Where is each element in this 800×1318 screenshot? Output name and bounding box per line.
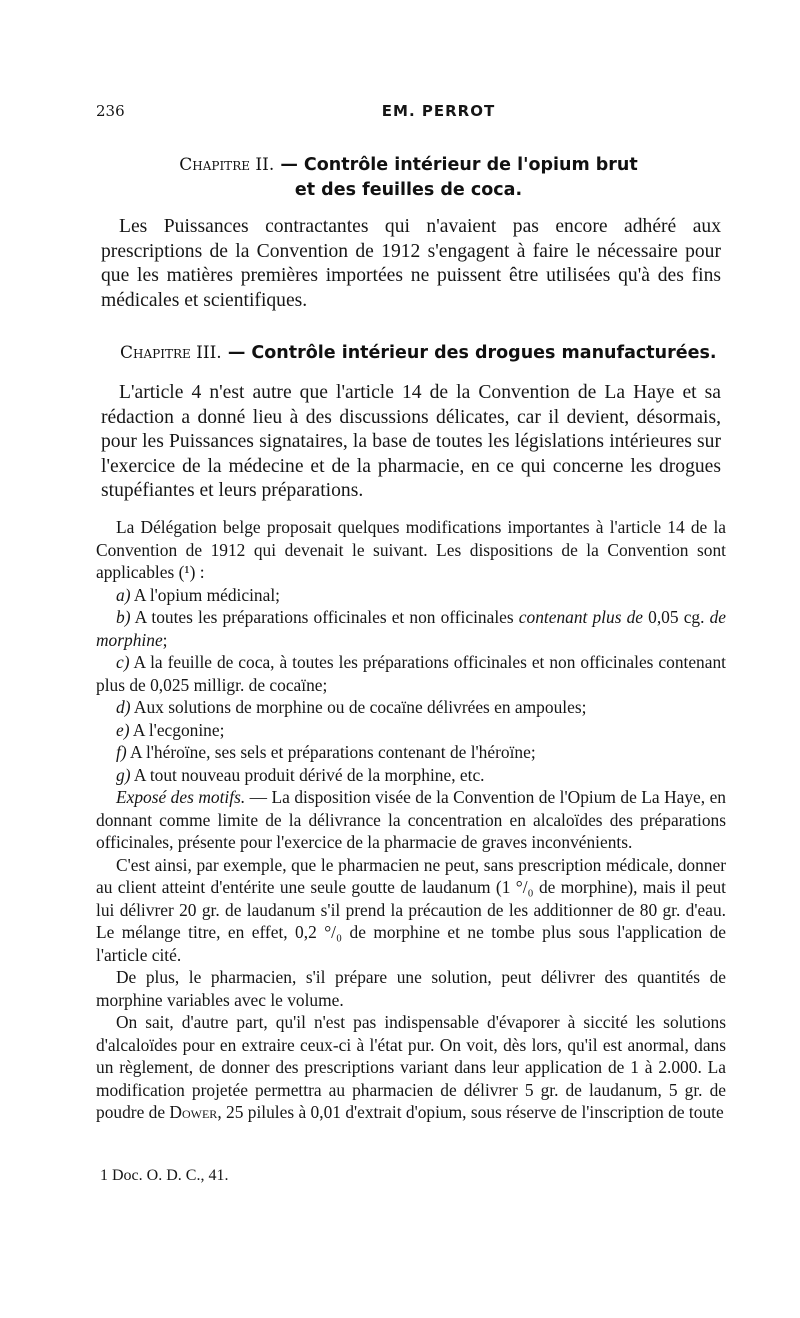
item-letter: e) <box>116 719 130 740</box>
paragraph-on-sait <box>96 1011 726 1124</box>
chapter-2-dash: — <box>280 155 298 175</box>
chapter-3-dash: — <box>227 343 246 363</box>
expose-label: Exposé des motifs. <box>116 787 246 807</box>
chapter-3-heading <box>96 340 745 366</box>
item-text-end: ; <box>162 629 168 650</box>
item-text: Aux solutions de morphine ou de cocaïne délivrées en ampoules; <box>133 697 587 717</box>
item-letter: f) <box>116 742 127 762</box>
expose-dash: — <box>249 787 268 807</box>
dower-name: Dower <box>169 1102 218 1122</box>
paragraph-2: L'article 4 n'est autre que l'article 14 de la Convention de La Haye et sa rédaction a donné lieu à des discussions délicates, car il devient, désormais, pour les Puissances signataires, la base de toutes les législations intérieures sur l'exercice de la médecine et de la pharmacie, en ce qui concerne les drogues stupéfiantes et leurs préparations. <box>101 382 721 501</box>
item-text: A toutes les préparations officinales et non officinales <box>134 607 514 627</box>
item-letter: c) <box>116 652 130 672</box>
list-item-f <box>96 741 726 764</box>
item-text-italic-2: de morphine <box>96 607 726 650</box>
on-sait-text-b: , 25 pilules à 0,01 d'extrait d'opium, sous réserve de l'inscription de toute <box>217 1102 724 1122</box>
item-letter: a) <box>116 584 131 605</box>
on-sait-text-a: On sait, d'autre part, qu'il n'est pas indispensable d'évaporer à siccité les solutions d'alcaloïdes pour en extraire ceux-ci à l'état pur. On voit, dès lors, qu'il est anormal, dans un règlement, de donner des prescriptions variant dans leur application de 1 à 2.000. La modification projetée permettra au pharmacien de délivrer 5 gr. de laudanum, 5 gr. de poudre de <box>96 1012 726 1122</box>
list-item-c <box>96 651 726 696</box>
footnote: 1 Doc. O. D. C., 41. <box>100 1167 229 1184</box>
item-text: A l'ecgonine; <box>132 719 225 740</box>
item-text: A tout nouveau produit dérivé de la morphine, etc. <box>133 764 485 785</box>
chapter-2-title-line2: et des feuilles de coca. <box>294 180 523 200</box>
item-letter: g) <box>116 764 131 785</box>
item-letter: d) <box>116 697 131 717</box>
list-item-e <box>96 719 726 742</box>
item-text: A l'opium médicinal; <box>133 584 280 605</box>
quoted-proposal <box>96 516 726 1124</box>
proposal-intro: La Délégation belge proposait quelques modifications importantes à l'article 14 de la Convention de 1912 qui devenait le suivant. Les dispositions de la Convention sont applicables (¹) : <box>96 517 726 582</box>
list-item-b <box>96 606 726 651</box>
page-number: 236 <box>96 102 125 120</box>
item-text: A la feuille de coca, à toutes les préparations officinales et non officinales contenant plus de 0,025 milligr. de cocaïne; <box>96 652 727 695</box>
paragraph-1: Les Puissances contractantes qui n'avaient pas encore adhéré aux prescriptions de la Convention de 1912 s'engagent à faire le nécessaire pour que les matières premières importées ne puissent être utilisées qu'à des fins médicales et scientifiques. <box>101 216 721 311</box>
item-text: A l'héroïne, ses sels et préparations contenant de l'héroïne; <box>130 742 536 762</box>
chapter-2-title-line1: Contrôle intérieur de l'opium brut <box>303 155 638 175</box>
list-item-g <box>96 764 726 787</box>
chapter-3-label: Chapitre III. <box>120 343 222 363</box>
chapter-2-label: Chapitre II. <box>179 155 275 175</box>
list-item-d <box>96 696 726 719</box>
item-text-tail: 0,05 cg. <box>648 607 705 627</box>
running-title: EM. PERROT <box>381 102 496 120</box>
expose-paragraph <box>96 786 726 854</box>
paragraph-cest-ainsi: C'est ainsi, par exemple, que le pharmacien ne peut, sans prescription médicale, donner au client atteint d'entérite une seule goutte de laudanum (1 °/₀ de morphine), mais il peut lui délivrer 20 gr. de laudanum s'il prend la précaution de les additionner de 80 gr. d'eau. Le mélange titre, en effet, 0,2 °/₀ de morphine et ne tombe plus sous l'application de l'article cité. <box>96 854 726 965</box>
chapter-2-heading <box>96 153 721 203</box>
item-text-italic: contenant plus de <box>518 607 644 627</box>
list-item-a <box>96 584 726 607</box>
expose-text: La disposition visée de la Convention de l'Opium de La Haye, en donnant comme limite de la délivrance la concentration en alcaloïdes des préparations officinales, présente pour l'exercice de la pharmacie de graves inconvénients. <box>96 787 726 852</box>
running-head <box>96 98 721 122</box>
paragraph-de-plus: De plus, le pharmacien, s'il prépare une solution, peut délivrer des quantités de morphine variables avec le volume. <box>96 967 726 1010</box>
chapter-3-title: Contrôle intérieur des drogues manufacturées. <box>251 343 717 363</box>
item-letter: b) <box>116 607 131 627</box>
